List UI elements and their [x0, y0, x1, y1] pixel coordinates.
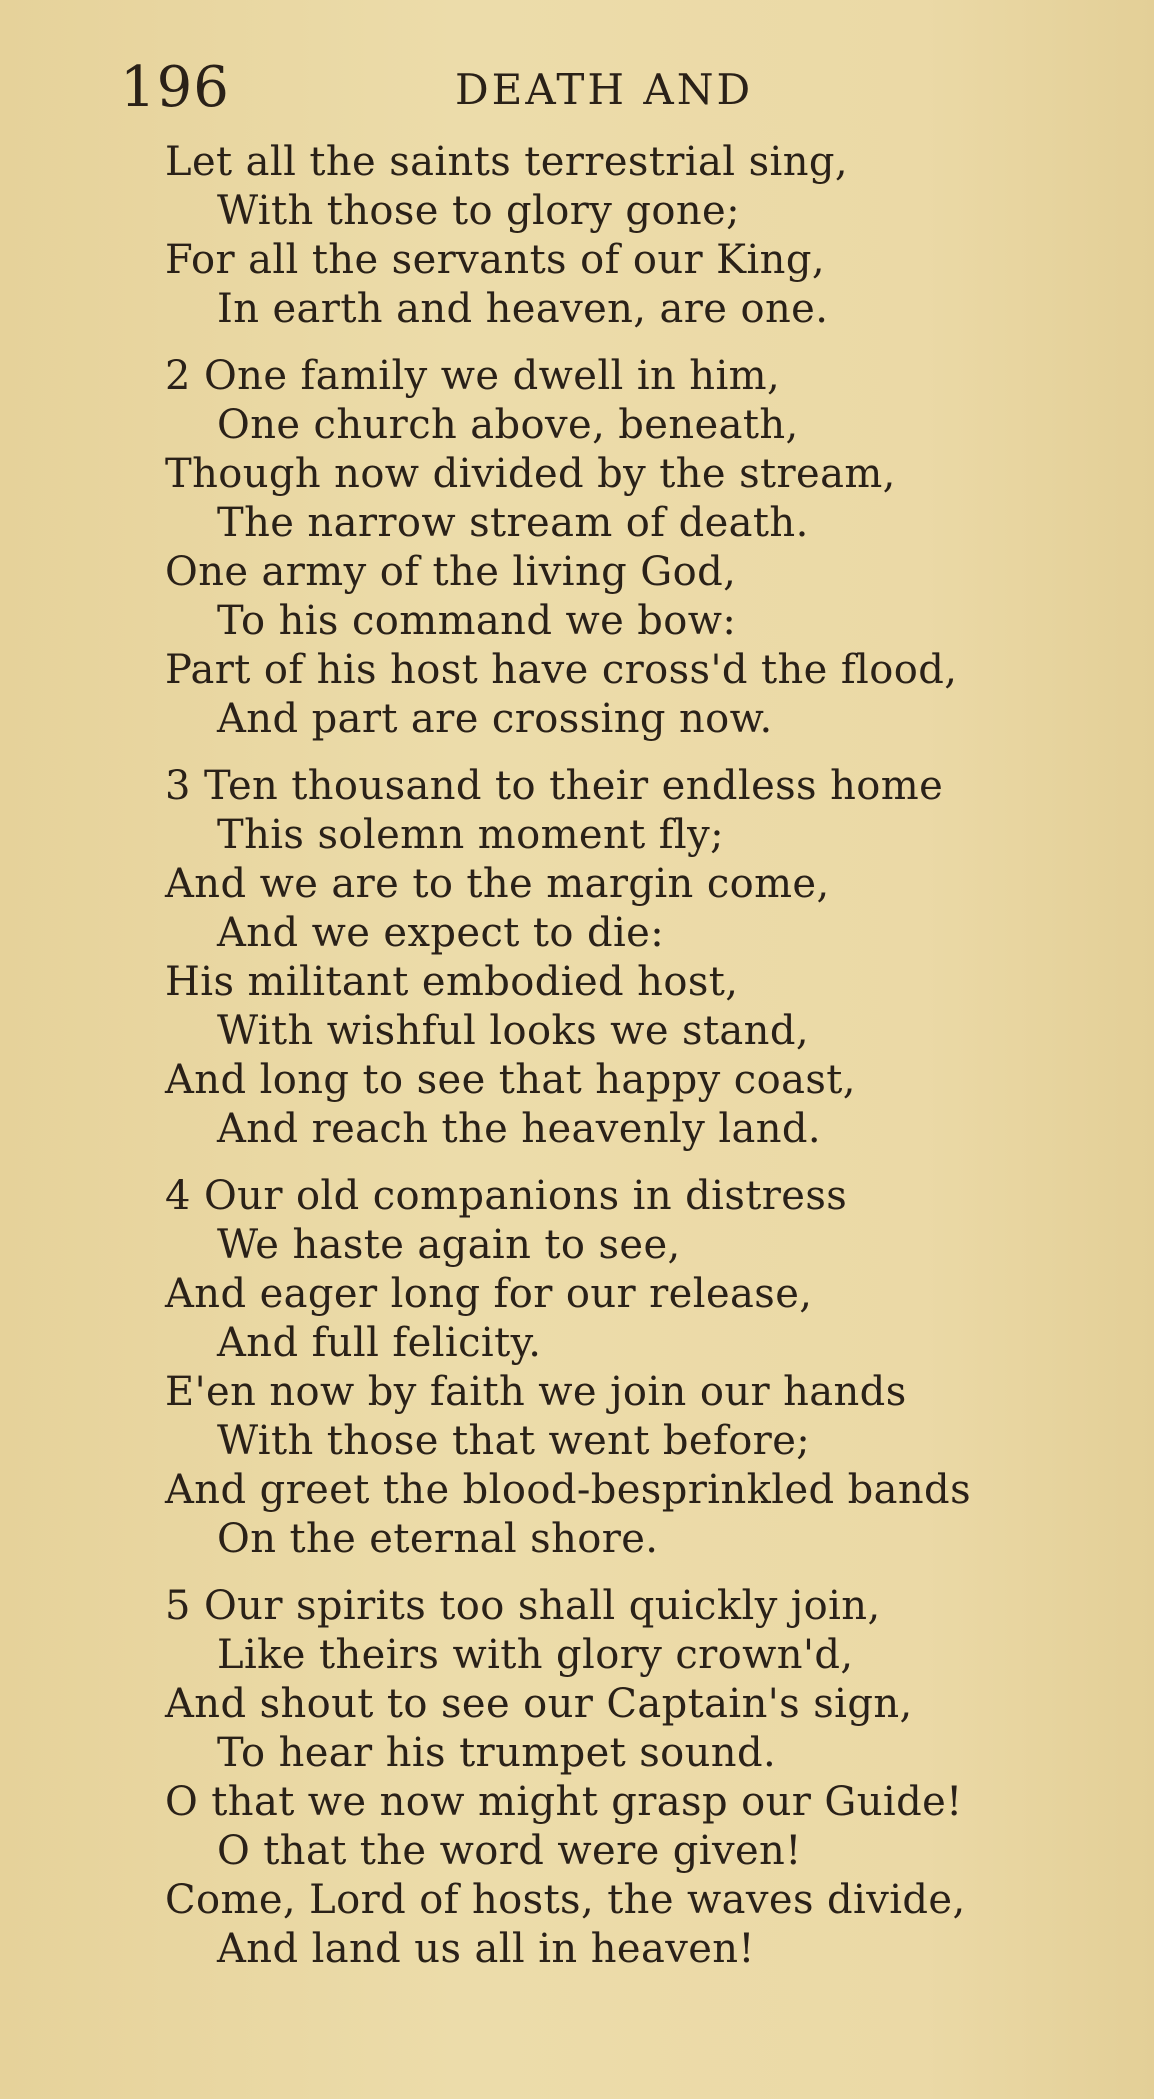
hymn-line: With those to glory gone; — [217, 188, 740, 234]
hymn-line: Though now divided by the stream, — [165, 451, 896, 497]
stanza-1 — [165, 138, 1045, 334]
hymn-line: With those that went before; — [217, 1418, 811, 1464]
hymn-line: And part are crossing now. — [217, 696, 773, 742]
hymn-line: E'en now by faith we join our hands — [165, 1369, 907, 1415]
hymn-line: And we expect to die: — [217, 910, 665, 956]
hymn-line: One army of the living God, — [165, 549, 737, 595]
page-number: 196 — [120, 55, 230, 120]
hymn-line: To his command we bow: — [217, 598, 737, 644]
hymn-line: Come, Lord of hosts, the waves divide, — [165, 1877, 966, 1923]
stanza-2 — [165, 352, 1045, 744]
hymn-line: In earth and heaven, are one. — [217, 286, 829, 332]
hymn-line: And we are to the margin come, — [165, 861, 830, 907]
hymn-line: And shout to see our Captain's sign, — [165, 1681, 913, 1727]
hymn-line: This solemn moment fly; — [217, 812, 724, 858]
hymn-line: And reach the heavenly land. — [217, 1106, 822, 1152]
hymn-line: To hear his trumpet sound. — [217, 1730, 777, 1776]
hymn-line: Let all the saints terrestrial sing, — [165, 139, 848, 185]
hymn-text — [165, 138, 1045, 1974]
hymn-line: Part of his host have cross'd the flood, — [165, 647, 958, 693]
stanza-5 — [165, 1582, 1045, 1974]
hymn-line: 3 Ten thousand to their endless home — [165, 763, 944, 809]
hymn-line: O that we now might grasp our Guide! — [165, 1779, 963, 1825]
hymn-line: For all the servants of our King, — [165, 237, 825, 283]
hymn-line: His militant embodied host, — [165, 959, 739, 1005]
hymn-line: With wishful looks we stand, — [217, 1008, 809, 1054]
running-head: DEATH AND — [455, 65, 754, 114]
hymn-line: 4 Our old companions in distress — [165, 1173, 848, 1219]
hymn-line: One church above, beneath, — [217, 402, 799, 448]
hymn-line: 5 Our spirits too shall quickly join, — [165, 1583, 881, 1629]
hymn-line: And long to see that happy coast, — [165, 1057, 856, 1103]
hymn-line: We haste again to see, — [217, 1222, 681, 1268]
hymn-line: O that the word were given! — [217, 1828, 802, 1874]
hymn-line: And eager long for our release, — [165, 1271, 813, 1317]
hymn-line: The narrow stream of death. — [217, 500, 809, 546]
stanza-4 — [165, 1172, 1045, 1564]
stanza-3 — [165, 762, 1045, 1154]
page-header — [120, 48, 1040, 128]
hymn-line: On the eternal shore. — [217, 1516, 659, 1562]
hymn-line: 2 One family we dwell in him, — [165, 353, 781, 399]
hymn-line: And greet the blood-besprinkled bands — [165, 1467, 971, 1513]
hymn-line: Like theirs with glory crown'd, — [217, 1632, 854, 1678]
hymn-line: And full felicity. — [217, 1320, 542, 1366]
hymn-line: And land us all in heaven! — [217, 1926, 755, 1972]
